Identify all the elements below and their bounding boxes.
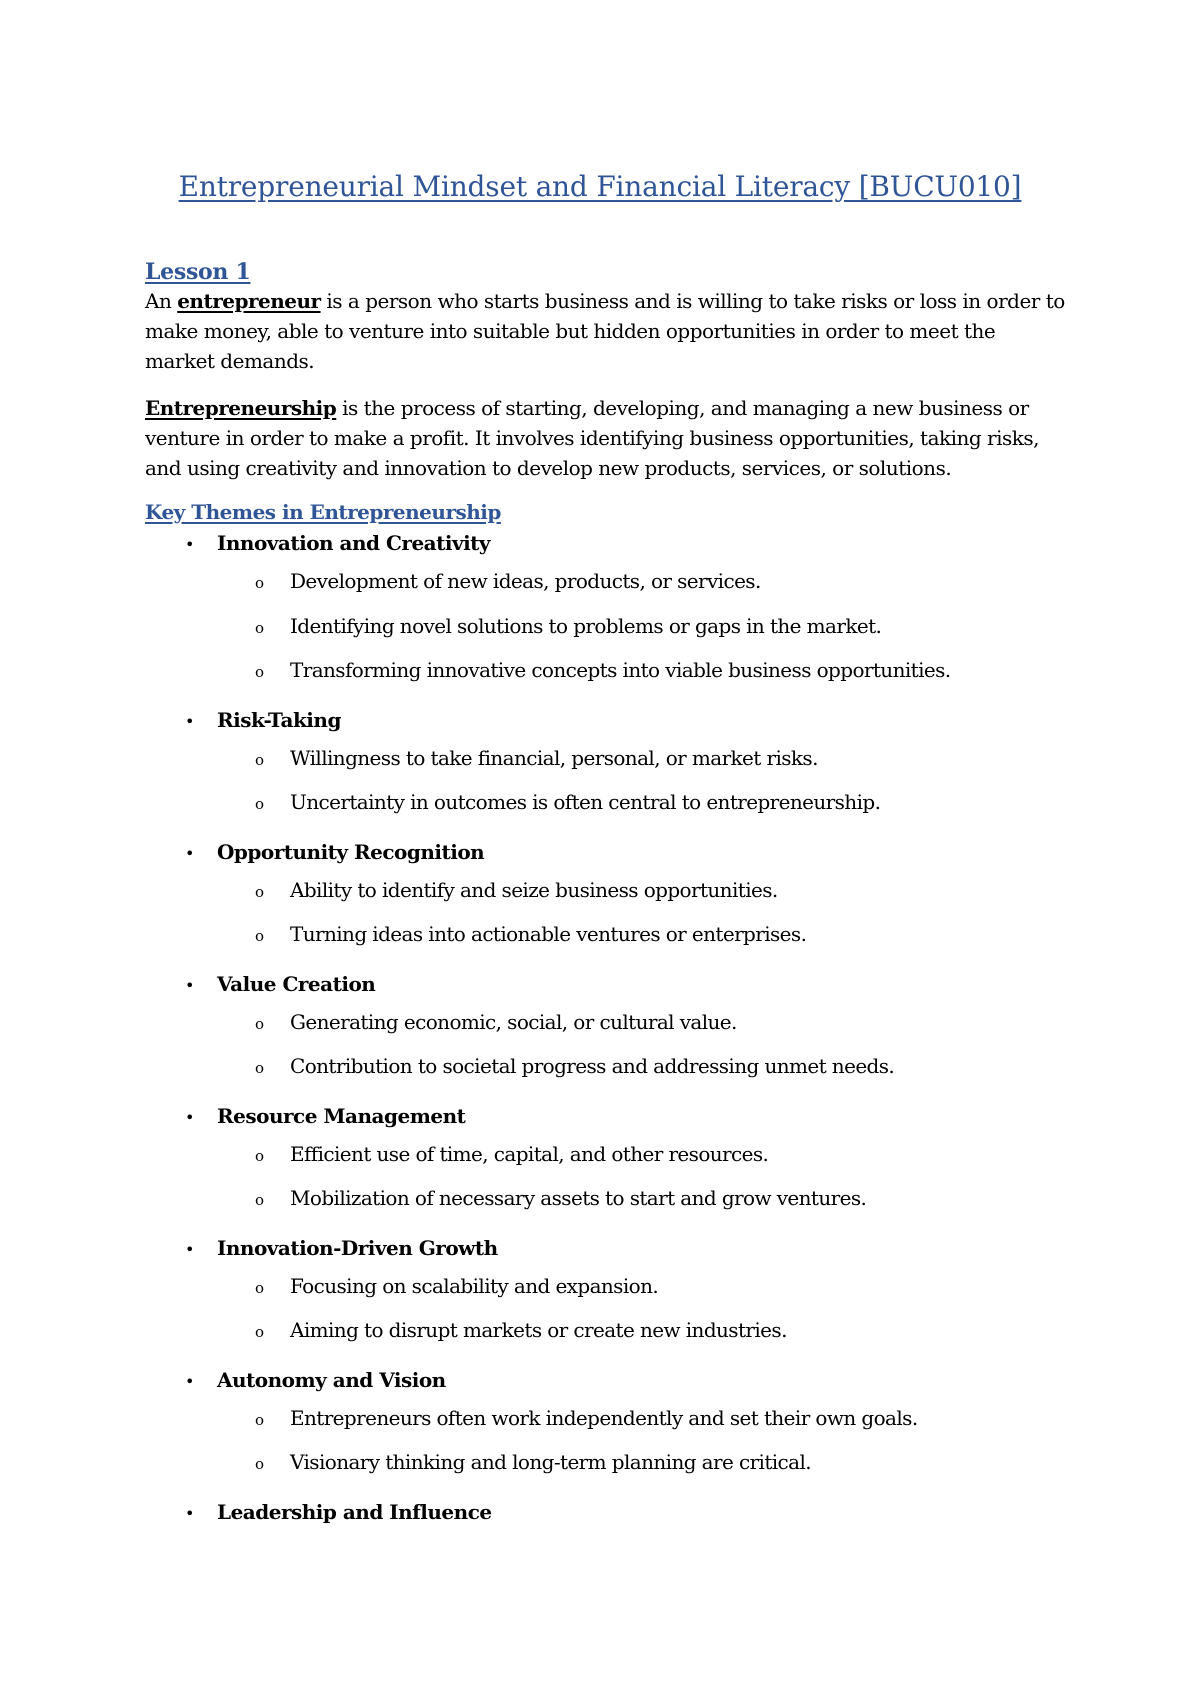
- bullet-icon: •: [185, 975, 195, 995]
- theme-item: [145, 1496, 1065, 1528]
- theme-point: [145, 1264, 1065, 1309]
- sub-bullet-icon: o: [255, 1278, 265, 1297]
- theme-item: [145, 1232, 1065, 1353]
- theme-row: [145, 527, 1065, 559]
- term-entrepreneur: entrepreneur: [177, 289, 321, 313]
- theme-point: [145, 1396, 1065, 1441]
- theme-point: [145, 912, 1065, 957]
- theme-points: [145, 1132, 1065, 1221]
- theme-point-text: Transforming innovative concepts into viable business opportunities.: [290, 658, 951, 682]
- bullet-icon: •: [185, 1371, 195, 1391]
- theme-point-text: Mobilization of necessary assets to start and grow ventures.: [290, 1186, 867, 1210]
- theme-row: [145, 1232, 1065, 1264]
- theme-point-text: Efficient use of time, capital, and other resources.: [290, 1141, 769, 1166]
- theme-points: [145, 559, 1065, 693]
- theme-points: [145, 868, 1065, 957]
- sub-bullet-icon: o: [255, 574, 265, 592]
- bullet-icon: •: [185, 843, 195, 863]
- theme-item: [145, 1100, 1065, 1221]
- theme-row: [145, 968, 1065, 1000]
- theme-label: Value Creation: [217, 971, 376, 996]
- sub-bullet-icon: o: [255, 1014, 265, 1033]
- theme-point-text: Uncertainty in outcomes is often central to entrepreneurship.: [290, 790, 881, 814]
- theme-point-text: Visionary thinking and long-term planning are critical.: [290, 1450, 812, 1474]
- theme-point: [145, 736, 1065, 781]
- theme-point-text: Entrepreneurs often work independently and set their own goals.: [290, 1405, 918, 1430]
- bullet-icon: •: [185, 711, 195, 731]
- entrepreneurship-definition: [145, 393, 1065, 483]
- definition-text: is the process of starting, developing, and managing a new business or venture in order to make a profit. It involves identifying business opportunities, taking risks, and using creativity and innovation to develop new products, services, or solutions.: [145, 396, 1040, 480]
- sub-bullet-icon: o: [255, 618, 265, 637]
- bullet-icon: •: [185, 1107, 195, 1127]
- theme-label: Risk-Taking: [217, 707, 341, 732]
- theme-label: Innovation-Driven Growth: [217, 1235, 498, 1260]
- theme-point-text: Aiming to disrupt markets or create new industries.: [290, 1318, 787, 1342]
- definition-lead: An: [145, 289, 178, 313]
- theme-item: [145, 836, 1065, 957]
- theme-point: [145, 868, 1065, 913]
- sub-bullet-icon: o: [255, 1410, 265, 1429]
- theme-row: [145, 1496, 1065, 1528]
- theme-point: [145, 604, 1065, 649]
- key-themes-heading: Key Themes in Entrepreneurship: [145, 500, 501, 524]
- bullet-icon: •: [185, 1503, 195, 1523]
- sub-bullet-icon: o: [255, 1191, 265, 1209]
- theme-point-text: Focusing on scalability and expansion.: [290, 1273, 659, 1298]
- theme-label: Opportunity Recognition: [217, 839, 485, 864]
- definition-text: is a person who starts business and is willing to take risks or loss in order to make money, able to venture into suitable but hidden opportunities in order to meet the market demands.: [145, 289, 1065, 373]
- theme-item: [145, 704, 1065, 825]
- theme-point: [145, 559, 1065, 604]
- theme-point-text: Contribution to societal progress and addressing unmet needs.: [290, 1054, 895, 1078]
- document-title: Entrepreneurial Mindset and Financial Literacy [BUCU010]: [178, 170, 1022, 203]
- sub-bullet-icon: o: [255, 1455, 265, 1473]
- sub-bullet-icon: o: [255, 750, 265, 769]
- theme-point-text: Willingness to take financial, personal, or market risks.: [290, 745, 818, 770]
- document-body: [145, 258, 1065, 1528]
- theme-label: Autonomy and Vision: [217, 1367, 446, 1392]
- theme-label: Leadership and Influence: [217, 1499, 492, 1524]
- sub-bullet-icon: o: [255, 1323, 265, 1341]
- theme-point-text: Generating economic, social, or cultural value.: [290, 1009, 737, 1034]
- theme-points: [145, 1264, 1065, 1353]
- theme-point: [145, 648, 1065, 693]
- entrepreneur-definition: [145, 286, 1065, 376]
- theme-point-text: Development of new ideas, products, or services.: [290, 569, 761, 593]
- bullet-icon: •: [185, 1239, 195, 1259]
- sub-bullet-icon: o: [255, 1146, 265, 1165]
- theme-point: [145, 1132, 1065, 1177]
- theme-row: [145, 1100, 1065, 1132]
- bullet-icon: •: [185, 535, 195, 554]
- theme-point: [145, 1308, 1065, 1353]
- theme-point-text: Identifying novel solutions to problems or gaps in the market.: [290, 613, 882, 638]
- theme-points: [145, 1396, 1065, 1485]
- theme-point-text: Ability to identify and seize business opportunities.: [290, 877, 778, 902]
- theme-point: [145, 1440, 1065, 1485]
- theme-points: [145, 1000, 1065, 1089]
- theme-row: [145, 1364, 1065, 1396]
- theme-point: [145, 1000, 1065, 1045]
- sub-bullet-icon: o: [255, 795, 265, 813]
- term-entrepreneurship: Entrepreneurship: [145, 396, 337, 420]
- sub-bullet-icon: o: [255, 663, 265, 681]
- theme-point: [145, 1044, 1065, 1089]
- theme-item: [145, 527, 1065, 693]
- sub-bullet-icon: o: [255, 882, 265, 901]
- theme-label: Innovation and Creativity: [217, 531, 491, 555]
- key-themes-list: [145, 527, 1065, 1528]
- theme-point: [145, 780, 1065, 825]
- theme-row: [145, 836, 1065, 868]
- lesson-heading: Lesson 1: [145, 259, 251, 285]
- theme-point: [145, 1176, 1065, 1221]
- theme-point-text: Turning ideas into actionable ventures or enterprises.: [290, 922, 807, 946]
- sub-bullet-icon: o: [255, 927, 265, 945]
- theme-row: [145, 704, 1065, 736]
- sub-bullet-icon: o: [255, 1059, 265, 1077]
- theme-points: [145, 736, 1065, 825]
- theme-item: [145, 968, 1065, 1089]
- theme-item: [145, 1364, 1065, 1485]
- theme-label: Resource Management: [217, 1103, 466, 1128]
